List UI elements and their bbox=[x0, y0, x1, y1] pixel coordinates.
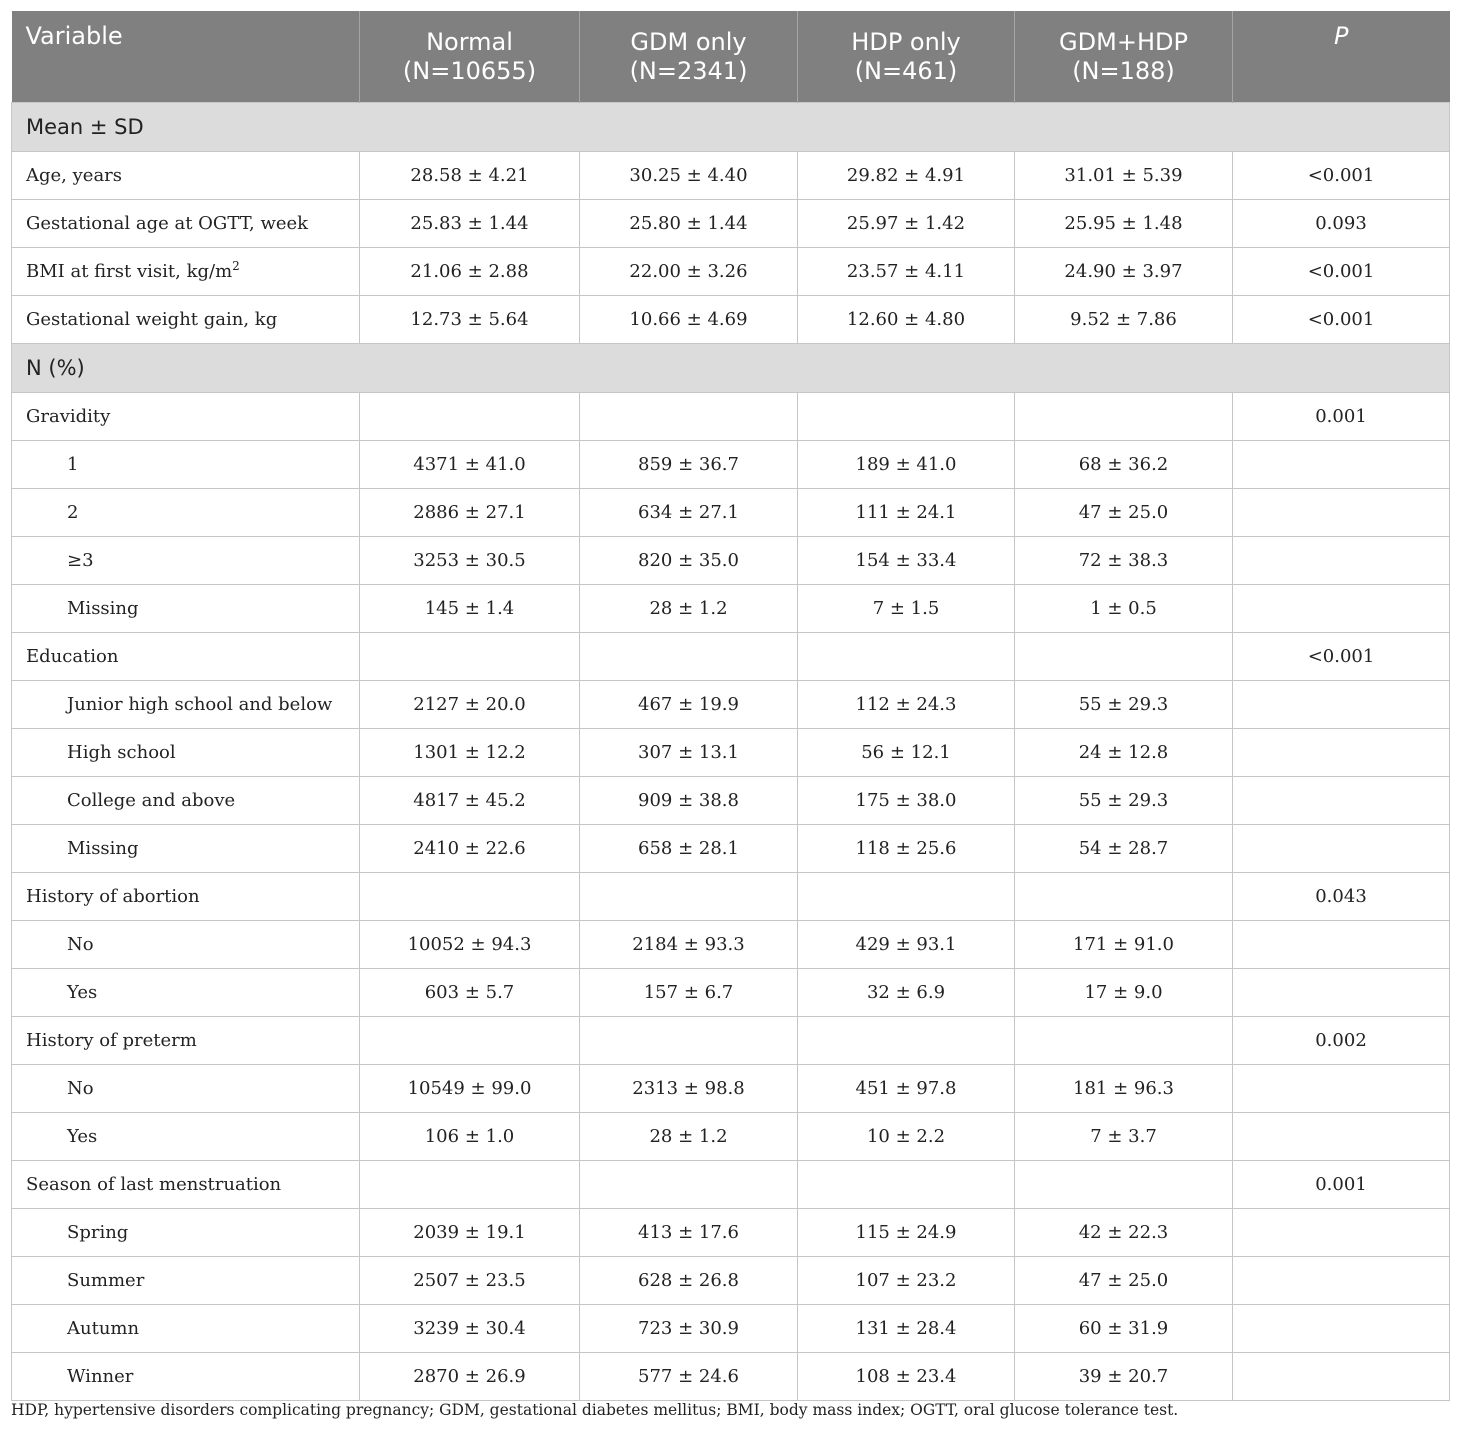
row-label-text: High school bbox=[67, 742, 176, 763]
cell-hdp-only: 131 ± 28.4 bbox=[798, 1305, 1015, 1353]
cell-gdm-only: 467 ± 19.9 bbox=[580, 681, 798, 729]
header-p-value: P bbox=[1233, 11, 1450, 103]
row-label bbox=[12, 1209, 360, 1257]
cell-normal: 21.06 ± 2.88 bbox=[360, 248, 580, 296]
cell-p-value bbox=[1233, 1113, 1450, 1161]
cell-gdm-only: 628 ± 26.8 bbox=[580, 1257, 798, 1305]
cell-gdm-hdp: 54 ± 28.7 bbox=[1015, 825, 1233, 873]
row-label bbox=[12, 1353, 360, 1401]
cell-p-value bbox=[1233, 441, 1450, 489]
cell-normal: 145 ± 1.4 bbox=[360, 585, 580, 633]
row-label-text: No bbox=[67, 934, 94, 955]
cell-gdm-only: 820 ± 35.0 bbox=[580, 537, 798, 585]
header-variable: Variable bbox=[12, 11, 360, 103]
cell-normal: 2870 ± 26.9 bbox=[360, 1353, 580, 1401]
cell-p-value bbox=[1233, 537, 1450, 585]
cell-p-value: 0.002 bbox=[1233, 1017, 1450, 1065]
cell-gdm-hdp: 68 ± 36.2 bbox=[1015, 441, 1233, 489]
cell-normal: 12.73 ± 5.64 bbox=[360, 296, 580, 344]
cell-gdm-hdp: 171 ± 91.0 bbox=[1015, 921, 1233, 969]
row-label-text: Missing bbox=[67, 598, 139, 619]
table-row bbox=[12, 489, 1450, 537]
cell-p-value: <0.001 bbox=[1233, 152, 1450, 200]
row-label bbox=[12, 873, 360, 921]
cell-gdm-only: 413 ± 17.6 bbox=[580, 1209, 798, 1257]
cell-normal: 28.58 ± 4.21 bbox=[360, 152, 580, 200]
cell-hdp-only: 29.82 ± 4.91 bbox=[798, 152, 1015, 200]
cell-hdp-only: 25.97 ± 1.42 bbox=[798, 200, 1015, 248]
cell-p-value: 0.093 bbox=[1233, 200, 1450, 248]
table-footnote: HDP, hypertensive disorders complicating pregnancy; GDM, gestational diabetes mellitus; BMI, body mass index; OGTT, oral glucose tolerance test. bbox=[11, 1401, 1179, 1419]
header-normal-name: Normal bbox=[426, 27, 513, 56]
row-label-text: Yes bbox=[67, 1126, 98, 1147]
cell-gdm-only: 28 ± 1.2 bbox=[580, 585, 798, 633]
cell-p-value: <0.001 bbox=[1233, 296, 1450, 344]
row-label bbox=[12, 1305, 360, 1353]
table-row bbox=[12, 969, 1450, 1017]
cell-hdp-only: 111 ± 24.1 bbox=[798, 489, 1015, 537]
cell-p-value bbox=[1233, 825, 1450, 873]
header-gdm-only-name: GDM only bbox=[630, 27, 747, 56]
cell-gdm-only: 10.66 ± 4.69 bbox=[580, 296, 798, 344]
cell-gdm-only: 577 ± 24.6 bbox=[580, 1353, 798, 1401]
header-gdm-only bbox=[580, 11, 798, 103]
table-row bbox=[12, 729, 1450, 777]
cell-gdm-hdp: 9.52 ± 7.86 bbox=[1015, 296, 1233, 344]
table-row bbox=[12, 921, 1450, 969]
header-hdp-only bbox=[798, 11, 1015, 103]
cell-gdm-hdp: 60 ± 31.9 bbox=[1015, 1305, 1233, 1353]
cell-gdm-hdp: 47 ± 25.0 bbox=[1015, 489, 1233, 537]
row-label bbox=[12, 1257, 360, 1305]
cell-gdm-hdp: 24.90 ± 3.97 bbox=[1015, 248, 1233, 296]
row-label-text: Spring bbox=[67, 1222, 129, 1243]
row-label bbox=[12, 681, 360, 729]
cell-gdm-only: 634 ± 27.1 bbox=[580, 489, 798, 537]
cell-p-value bbox=[1233, 1065, 1450, 1113]
cell-p-value bbox=[1233, 681, 1450, 729]
cell-gdm-only: 859 ± 36.7 bbox=[580, 441, 798, 489]
row-label-text: History of abortion bbox=[26, 886, 200, 907]
cell-gdm-hdp: 24 ± 12.8 bbox=[1015, 729, 1233, 777]
cell-gdm-hdp bbox=[1015, 1161, 1233, 1209]
cell-p-value bbox=[1233, 1305, 1450, 1353]
row-label-text: BMI at first visit, kg/m bbox=[26, 261, 233, 282]
section-title: Mean ± SD bbox=[12, 103, 1450, 152]
cell-hdp-only: 115 ± 24.9 bbox=[798, 1209, 1015, 1257]
row-label-text: No bbox=[67, 1078, 94, 1099]
cell-hdp-only: 7 ± 1.5 bbox=[798, 585, 1015, 633]
cell-normal: 25.83 ± 1.44 bbox=[360, 200, 580, 248]
cell-p-value bbox=[1233, 777, 1450, 825]
cell-normal: 3253 ± 30.5 bbox=[360, 537, 580, 585]
cell-gdm-only bbox=[580, 633, 798, 681]
table-row bbox=[12, 1113, 1450, 1161]
header-row bbox=[12, 11, 1450, 103]
row-label bbox=[12, 489, 360, 537]
row-label bbox=[12, 585, 360, 633]
cell-gdm-only: 2313 ± 98.8 bbox=[580, 1065, 798, 1113]
cell-p-value bbox=[1233, 921, 1450, 969]
cell-hdp-only bbox=[798, 873, 1015, 921]
cell-normal: 106 ± 1.0 bbox=[360, 1113, 580, 1161]
row-label bbox=[12, 441, 360, 489]
row-label-text: Gestational weight gain, kg bbox=[26, 309, 278, 330]
header-gdm-hdp-name: GDM+HDP bbox=[1059, 27, 1188, 56]
row-label-text: 2 bbox=[67, 502, 79, 523]
table-row bbox=[12, 200, 1450, 248]
cell-hdp-only: 23.57 ± 4.11 bbox=[798, 248, 1015, 296]
cell-hdp-only: 154 ± 33.4 bbox=[798, 537, 1015, 585]
row-label bbox=[12, 296, 360, 344]
cell-normal: 2127 ± 20.0 bbox=[360, 681, 580, 729]
row-label-text: Yes bbox=[67, 982, 98, 1003]
table-row bbox=[12, 585, 1450, 633]
cell-normal: 4817 ± 45.2 bbox=[360, 777, 580, 825]
row-label bbox=[12, 1065, 360, 1113]
table-row bbox=[12, 1065, 1450, 1113]
table-row bbox=[12, 1353, 1450, 1401]
cell-p-value: 0.001 bbox=[1233, 393, 1450, 441]
cell-gdm-hdp bbox=[1015, 633, 1233, 681]
cell-gdm-only: 307 ± 13.1 bbox=[580, 729, 798, 777]
cell-gdm-hdp: 181 ± 96.3 bbox=[1015, 1065, 1233, 1113]
row-label bbox=[12, 825, 360, 873]
cell-gdm-only bbox=[580, 393, 798, 441]
table-row bbox=[12, 777, 1450, 825]
cell-gdm-hdp: 39 ± 20.7 bbox=[1015, 1353, 1233, 1401]
row-label bbox=[12, 248, 360, 296]
row-label-text: Summer bbox=[67, 1270, 145, 1291]
cell-hdp-only: 10 ± 2.2 bbox=[798, 1113, 1015, 1161]
section-title: N (%) bbox=[12, 344, 1450, 393]
cell-p-value bbox=[1233, 729, 1450, 777]
table-header bbox=[12, 11, 1450, 103]
row-label-text: 1 bbox=[67, 454, 79, 475]
cell-p-value bbox=[1233, 585, 1450, 633]
cell-hdp-only bbox=[798, 1161, 1015, 1209]
table-row bbox=[12, 1257, 1450, 1305]
row-label-text: Gestational age at OGTT, week bbox=[26, 213, 309, 234]
cell-hdp-only: 107 ± 23.2 bbox=[798, 1257, 1015, 1305]
row-label-text: Education bbox=[26, 646, 119, 667]
cell-gdm-hdp: 47 ± 25.0 bbox=[1015, 1257, 1233, 1305]
cell-normal bbox=[360, 1017, 580, 1065]
cell-hdp-only: 112 ± 24.3 bbox=[798, 681, 1015, 729]
cell-hdp-only: 189 ± 41.0 bbox=[798, 441, 1015, 489]
header-gdm-only-n: (N=2341) bbox=[629, 56, 748, 85]
cell-p-value bbox=[1233, 1257, 1450, 1305]
cell-normal: 2039 ± 19.1 bbox=[360, 1209, 580, 1257]
cell-normal: 2507 ± 23.5 bbox=[360, 1257, 580, 1305]
cell-hdp-only: 12.60 ± 4.80 bbox=[798, 296, 1015, 344]
table-row bbox=[12, 1209, 1450, 1257]
table-row bbox=[12, 1305, 1450, 1353]
cell-gdm-only: 157 ± 6.7 bbox=[580, 969, 798, 1017]
row-label bbox=[12, 152, 360, 200]
cell-gdm-hdp bbox=[1015, 393, 1233, 441]
cell-gdm-only: 2184 ± 93.3 bbox=[580, 921, 798, 969]
table-row bbox=[12, 441, 1450, 489]
cell-normal bbox=[360, 393, 580, 441]
row-label-text: College and above bbox=[67, 790, 236, 811]
cell-hdp-only: 108 ± 23.4 bbox=[798, 1353, 1015, 1401]
cell-gdm-hdp: 17 ± 9.0 bbox=[1015, 969, 1233, 1017]
cell-hdp-only: 32 ± 6.9 bbox=[798, 969, 1015, 1017]
cell-gdm-only bbox=[580, 1161, 798, 1209]
cell-p-value bbox=[1233, 1209, 1450, 1257]
cell-normal bbox=[360, 873, 580, 921]
cell-normal bbox=[360, 633, 580, 681]
table-row bbox=[12, 1161, 1450, 1209]
header-hdp-only-name: HDP only bbox=[851, 27, 961, 56]
row-label bbox=[12, 1161, 360, 1209]
cell-normal: 4371 ± 41.0 bbox=[360, 441, 580, 489]
table-row bbox=[12, 152, 1450, 200]
cell-p-value: <0.001 bbox=[1233, 633, 1450, 681]
row-label bbox=[12, 969, 360, 1017]
table-row bbox=[12, 825, 1450, 873]
cell-gdm-hdp: 1 ± 0.5 bbox=[1015, 585, 1233, 633]
table-body bbox=[12, 103, 1450, 1401]
cell-gdm-hdp: 7 ± 3.7 bbox=[1015, 1113, 1233, 1161]
header-gdm-hdp-n: (N=188) bbox=[1072, 56, 1175, 85]
cell-hdp-only: 56 ± 12.1 bbox=[798, 729, 1015, 777]
cell-normal: 2410 ± 22.6 bbox=[360, 825, 580, 873]
cell-hdp-only bbox=[798, 393, 1015, 441]
cell-gdm-only bbox=[580, 1017, 798, 1065]
table-container bbox=[11, 11, 1449, 1401]
table-row bbox=[12, 1017, 1450, 1065]
row-label bbox=[12, 393, 360, 441]
cell-gdm-only: 30.25 ± 4.40 bbox=[580, 152, 798, 200]
row-label bbox=[12, 633, 360, 681]
cell-p-value: <0.001 bbox=[1233, 248, 1450, 296]
cell-p-value bbox=[1233, 969, 1450, 1017]
cell-hdp-only: 118 ± 25.6 bbox=[798, 825, 1015, 873]
cell-p-value: 0.043 bbox=[1233, 873, 1450, 921]
cell-gdm-hdp: 42 ± 22.3 bbox=[1015, 1209, 1233, 1257]
row-label bbox=[12, 1017, 360, 1065]
cell-normal: 10549 ± 99.0 bbox=[360, 1065, 580, 1113]
cell-gdm-hdp: 55 ± 29.3 bbox=[1015, 681, 1233, 729]
header-normal bbox=[360, 11, 580, 103]
row-label bbox=[12, 1113, 360, 1161]
row-label-text: History of preterm bbox=[26, 1030, 197, 1051]
cell-normal bbox=[360, 1161, 580, 1209]
cell-hdp-only: 451 ± 97.8 bbox=[798, 1065, 1015, 1113]
row-label bbox=[12, 200, 360, 248]
section-row bbox=[12, 103, 1450, 152]
cell-hdp-only: 429 ± 93.1 bbox=[798, 921, 1015, 969]
row-label-superscript: 2 bbox=[232, 259, 240, 273]
cell-gdm-hdp: 72 ± 38.3 bbox=[1015, 537, 1233, 585]
cell-hdp-only: 175 ± 38.0 bbox=[798, 777, 1015, 825]
cell-gdm-only: 658 ± 28.1 bbox=[580, 825, 798, 873]
row-label-text: Autumn bbox=[67, 1318, 140, 1339]
cell-gdm-hdp: 55 ± 29.3 bbox=[1015, 777, 1233, 825]
cell-normal: 3239 ± 30.4 bbox=[360, 1305, 580, 1353]
cell-p-value bbox=[1233, 489, 1450, 537]
row-label-text: Gravidity bbox=[26, 406, 111, 427]
row-label bbox=[12, 729, 360, 777]
row-label-text: Age, years bbox=[26, 165, 123, 186]
cell-gdm-hdp: 25.95 ± 1.48 bbox=[1015, 200, 1233, 248]
cell-p-value bbox=[1233, 1353, 1450, 1401]
cell-gdm-only: 28 ± 1.2 bbox=[580, 1113, 798, 1161]
cell-gdm-only bbox=[580, 873, 798, 921]
cell-normal: 10052 ± 94.3 bbox=[360, 921, 580, 969]
table-row bbox=[12, 681, 1450, 729]
row-label-text: Missing bbox=[67, 838, 139, 859]
table-row bbox=[12, 393, 1450, 441]
header-gdm-hdp bbox=[1015, 11, 1233, 103]
header-hdp-only-n: (N=461) bbox=[854, 56, 958, 85]
cell-gdm-only: 22.00 ± 3.26 bbox=[580, 248, 798, 296]
cell-gdm-hdp bbox=[1015, 1017, 1233, 1065]
cell-gdm-only: 723 ± 30.9 bbox=[580, 1305, 798, 1353]
row-label-text: Junior high school and below bbox=[67, 694, 333, 715]
cell-gdm-only: 25.80 ± 1.44 bbox=[580, 200, 798, 248]
table-row bbox=[12, 873, 1450, 921]
row-label-text: Winner bbox=[67, 1366, 134, 1387]
row-label bbox=[12, 921, 360, 969]
table-row bbox=[12, 248, 1450, 296]
row-label bbox=[12, 777, 360, 825]
cell-normal: 2886 ± 27.1 bbox=[360, 489, 580, 537]
section-row bbox=[12, 344, 1450, 393]
cell-gdm-only: 909 ± 38.8 bbox=[580, 777, 798, 825]
cell-normal: 603 ± 5.7 bbox=[360, 969, 580, 1017]
table-row bbox=[12, 633, 1450, 681]
table-row bbox=[12, 296, 1450, 344]
cell-gdm-hdp bbox=[1015, 873, 1233, 921]
characteristics-table bbox=[11, 11, 1450, 1401]
row-label-text: Season of last menstruation bbox=[26, 1174, 282, 1195]
table-row bbox=[12, 537, 1450, 585]
cell-hdp-only bbox=[798, 633, 1015, 681]
cell-hdp-only bbox=[798, 1017, 1015, 1065]
cell-normal: 1301 ± 12.2 bbox=[360, 729, 580, 777]
cell-p-value: 0.001 bbox=[1233, 1161, 1450, 1209]
row-label-text: ≥3 bbox=[67, 550, 94, 571]
row-label bbox=[12, 537, 360, 585]
cell-gdm-hdp: 31.01 ± 5.39 bbox=[1015, 152, 1233, 200]
header-normal-n: (N=10655) bbox=[402, 56, 537, 85]
